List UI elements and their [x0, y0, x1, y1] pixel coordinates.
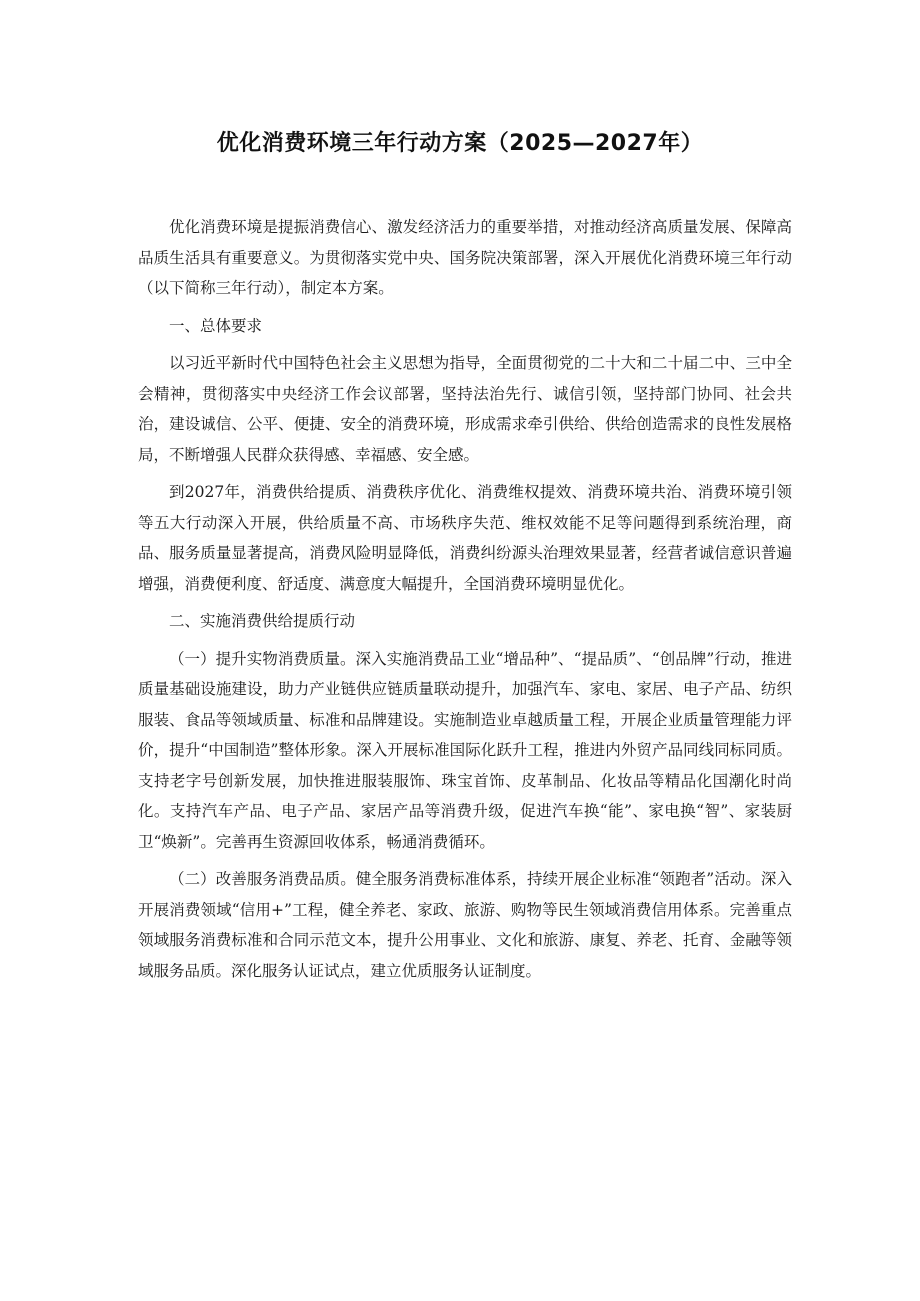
intro-paragraph: 优化消费环境是提振消费信心、激发经济活力的重要举措，对推动经济高质量发展、保障高品质生活具有重要意义。为贯彻落实党中央、国务院决策部署，深入开展优化消费环境三年行动（以下简称三年行动），制定本方案。: [138, 218, 792, 297]
section-heading-general-requirements: 一、总体要求: [169, 316, 263, 335]
physical-consumption-quality-paragraph: （一）提升实物消费质量。深入实施消费品工业“增品种”、“提品质”、“创品牌”行动，推进质量基础设施建设，助力产业链供应链质量联动提升，加强汽车、家电、家居、电子产品、纺织服装、食品等领域质量、标准和品牌建设。实施制造业卓越质量工程，开展企业质量管理能力评价，提升“中国制造”整体形象。深入开展标准国际化跃升工程，推进内外贸产品同线同标同质。支持老字号创新发展，加快推进服装服饰、珠宝首饰、皮革制品、化妆品等精品化国潮化时尚化。支持汽车产品、电子产品、家居产品等消费升级，促进汽车换“能”、家电换“智”、家装厨卫“焕新”。完善再生资源回收体系，畅通消费循环。: [138, 649, 792, 851]
service-consumption-quality-paragraph: （二）改善服务消费品质。健全服务消费标准体系，持续开展企业标准“领跑者”活动。深入开展消费领域“信用+”工程，健全养老、家政、旅游、购物等民生领域消费信用体系。完善重点领域服务消费标准和合同示范文本，提升公用事业、文化和旅游、康复、养老、托育、金融等领域服务品质。深化服务认证试点，建立优质服务认证制度。: [138, 870, 792, 980]
document-body: [138, 212, 792, 993]
document-title: 优化消费环境三年行动方案（2025—2027年）: [216, 131, 704, 156]
section-heading-supply-quality-action: 二、实施消费供给提质行动: [169, 612, 356, 630]
goals-2027-paragraph: 到2027年，消费供给提质、消费秩序优化、消费维权提效、消费环境共治、消费环境引领等五大行动深入开展，供给质量不高、市场秩序失范、维权效能不足等问题得到系统治理，商品、服务质量显著提高，消费风险明显降低，消费纠纷源头治理效果显著，经营者诚信意识普遍增强，消费便利度、舒适度、满意度大幅提升，全国消费环境明显优化。: [138, 483, 792, 593]
guiding-principles-paragraph: 以习近平新时代中国特色社会主义思想为指导，全面贯彻党的二十大和二十届二中、三中全会精神，贯彻落实中央经济工作会议部署，坚持法治先行、诚信引领，坚持部门协同、社会共治，建设诚信、公平、便捷、安全的消费环境，形成需求牵引供给、供给创造需求的良性发展格局，不断增强人民群众获得感、幸福感、安全感。: [138, 354, 792, 464]
